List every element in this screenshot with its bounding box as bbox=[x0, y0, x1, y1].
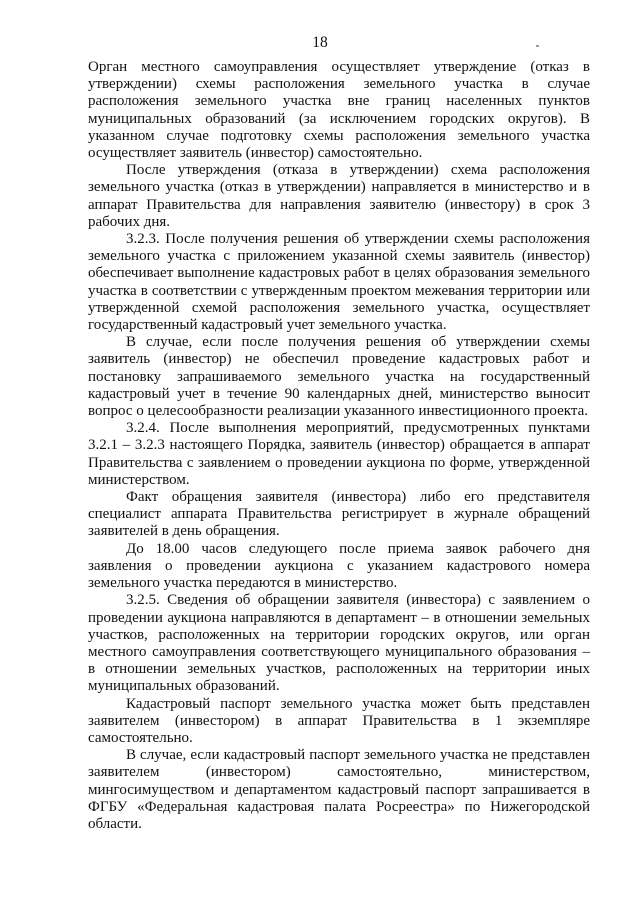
page-number: 18 bbox=[312, 34, 328, 51]
paragraph: 3.2.3. После получения решения об утверждении схемы расположения земельного участка с приложением указанной схемы заявитель (инвестор) обеспечивает выполнение кадастровых работ в целях образования земельного участка в соответствии с утвержденным проектом межевания территории или утвержденной схемой расположения земельного участка, осуществляет государственный кадастровый учет земельного участка. bbox=[88, 231, 590, 334]
paragraph: В случае, если после получения решения об утверждении схемы заявитель (инвестор) не обеспечил проведение кадастровых работ и постановку запрашиваемого земельного участка на государственный кадастровый учет в течение 90 календарных дней, министерство выносит вопрос о целесообразности реализации указанного инвестиционного проекта. bbox=[88, 334, 590, 420]
paragraph: 3.2.4. После выполнения мероприятий, предусмотренных пунктами 3.2.1 – 3.2.3 настоящего Порядка, заявитель (инвестор) обращается в аппарат Правительства с заявлением о проведении аукциона по форме, утвержденной министерством. bbox=[88, 420, 590, 488]
paragraph: До 18.00 часов следующего после приема заявок рабочего дня заявления о проведении аукциона с указанием кадастрового номера земельного участка передаются в министерство. bbox=[88, 540, 590, 592]
paragraph: Орган местного самоуправления осуществляет утверждение (отказ в утверждении) схемы расположения земельного участка в случае расположения земельного участка вне границ населенных пунктов муниципальных образований (за исключением городских округов). В указанном случае подготовку схемы расположения земельного участка осуществляет заявитель (инвестор) самостоятельно. bbox=[88, 59, 590, 162]
paragraph: Кадастровый паспорт земельного участка может быть представлен заявителем (инвестором) в аппарат Правительства в 1 экземпляре самостоятельно. bbox=[88, 695, 590, 746]
paragraph: В случае, если кадастровый паспорт земельного участка не представлен заявителем (инвестором) самостоятельно, министерством, мингосимуществом и департаментом кадастровый паспорт запрашивается в ФГБУ «Федеральная кадастровая палата Росреестра» по Нижегородской области. bbox=[88, 747, 590, 832]
paragraph: Факт обращения заявителя (инвестора) либо его представителя специалист аппарата Правительства регистрирует в журнале обращений заявителей в день обращения. bbox=[88, 489, 590, 540]
document-body bbox=[88, 59, 590, 833]
paragraph: 3.2.5. Сведения об обращении заявителя (инвестора) с заявлением о проведении аукциона направляются в департамент – в отношении земельных участков, расположенных на территории городских округов, или орган местного самоуправления соответствующего муниципального образования – в отношении земельных участков, расположенных на территории иных муниципальных образований. bbox=[88, 592, 590, 695]
paragraph: После утверждения (отказа в утверждении) схема расположения земельного участка (отказ в утверждении) направляется в министерство и в аппарат Правительства для направления заявителю (инвестору) в срок 3 рабочих дня. bbox=[88, 162, 590, 230]
